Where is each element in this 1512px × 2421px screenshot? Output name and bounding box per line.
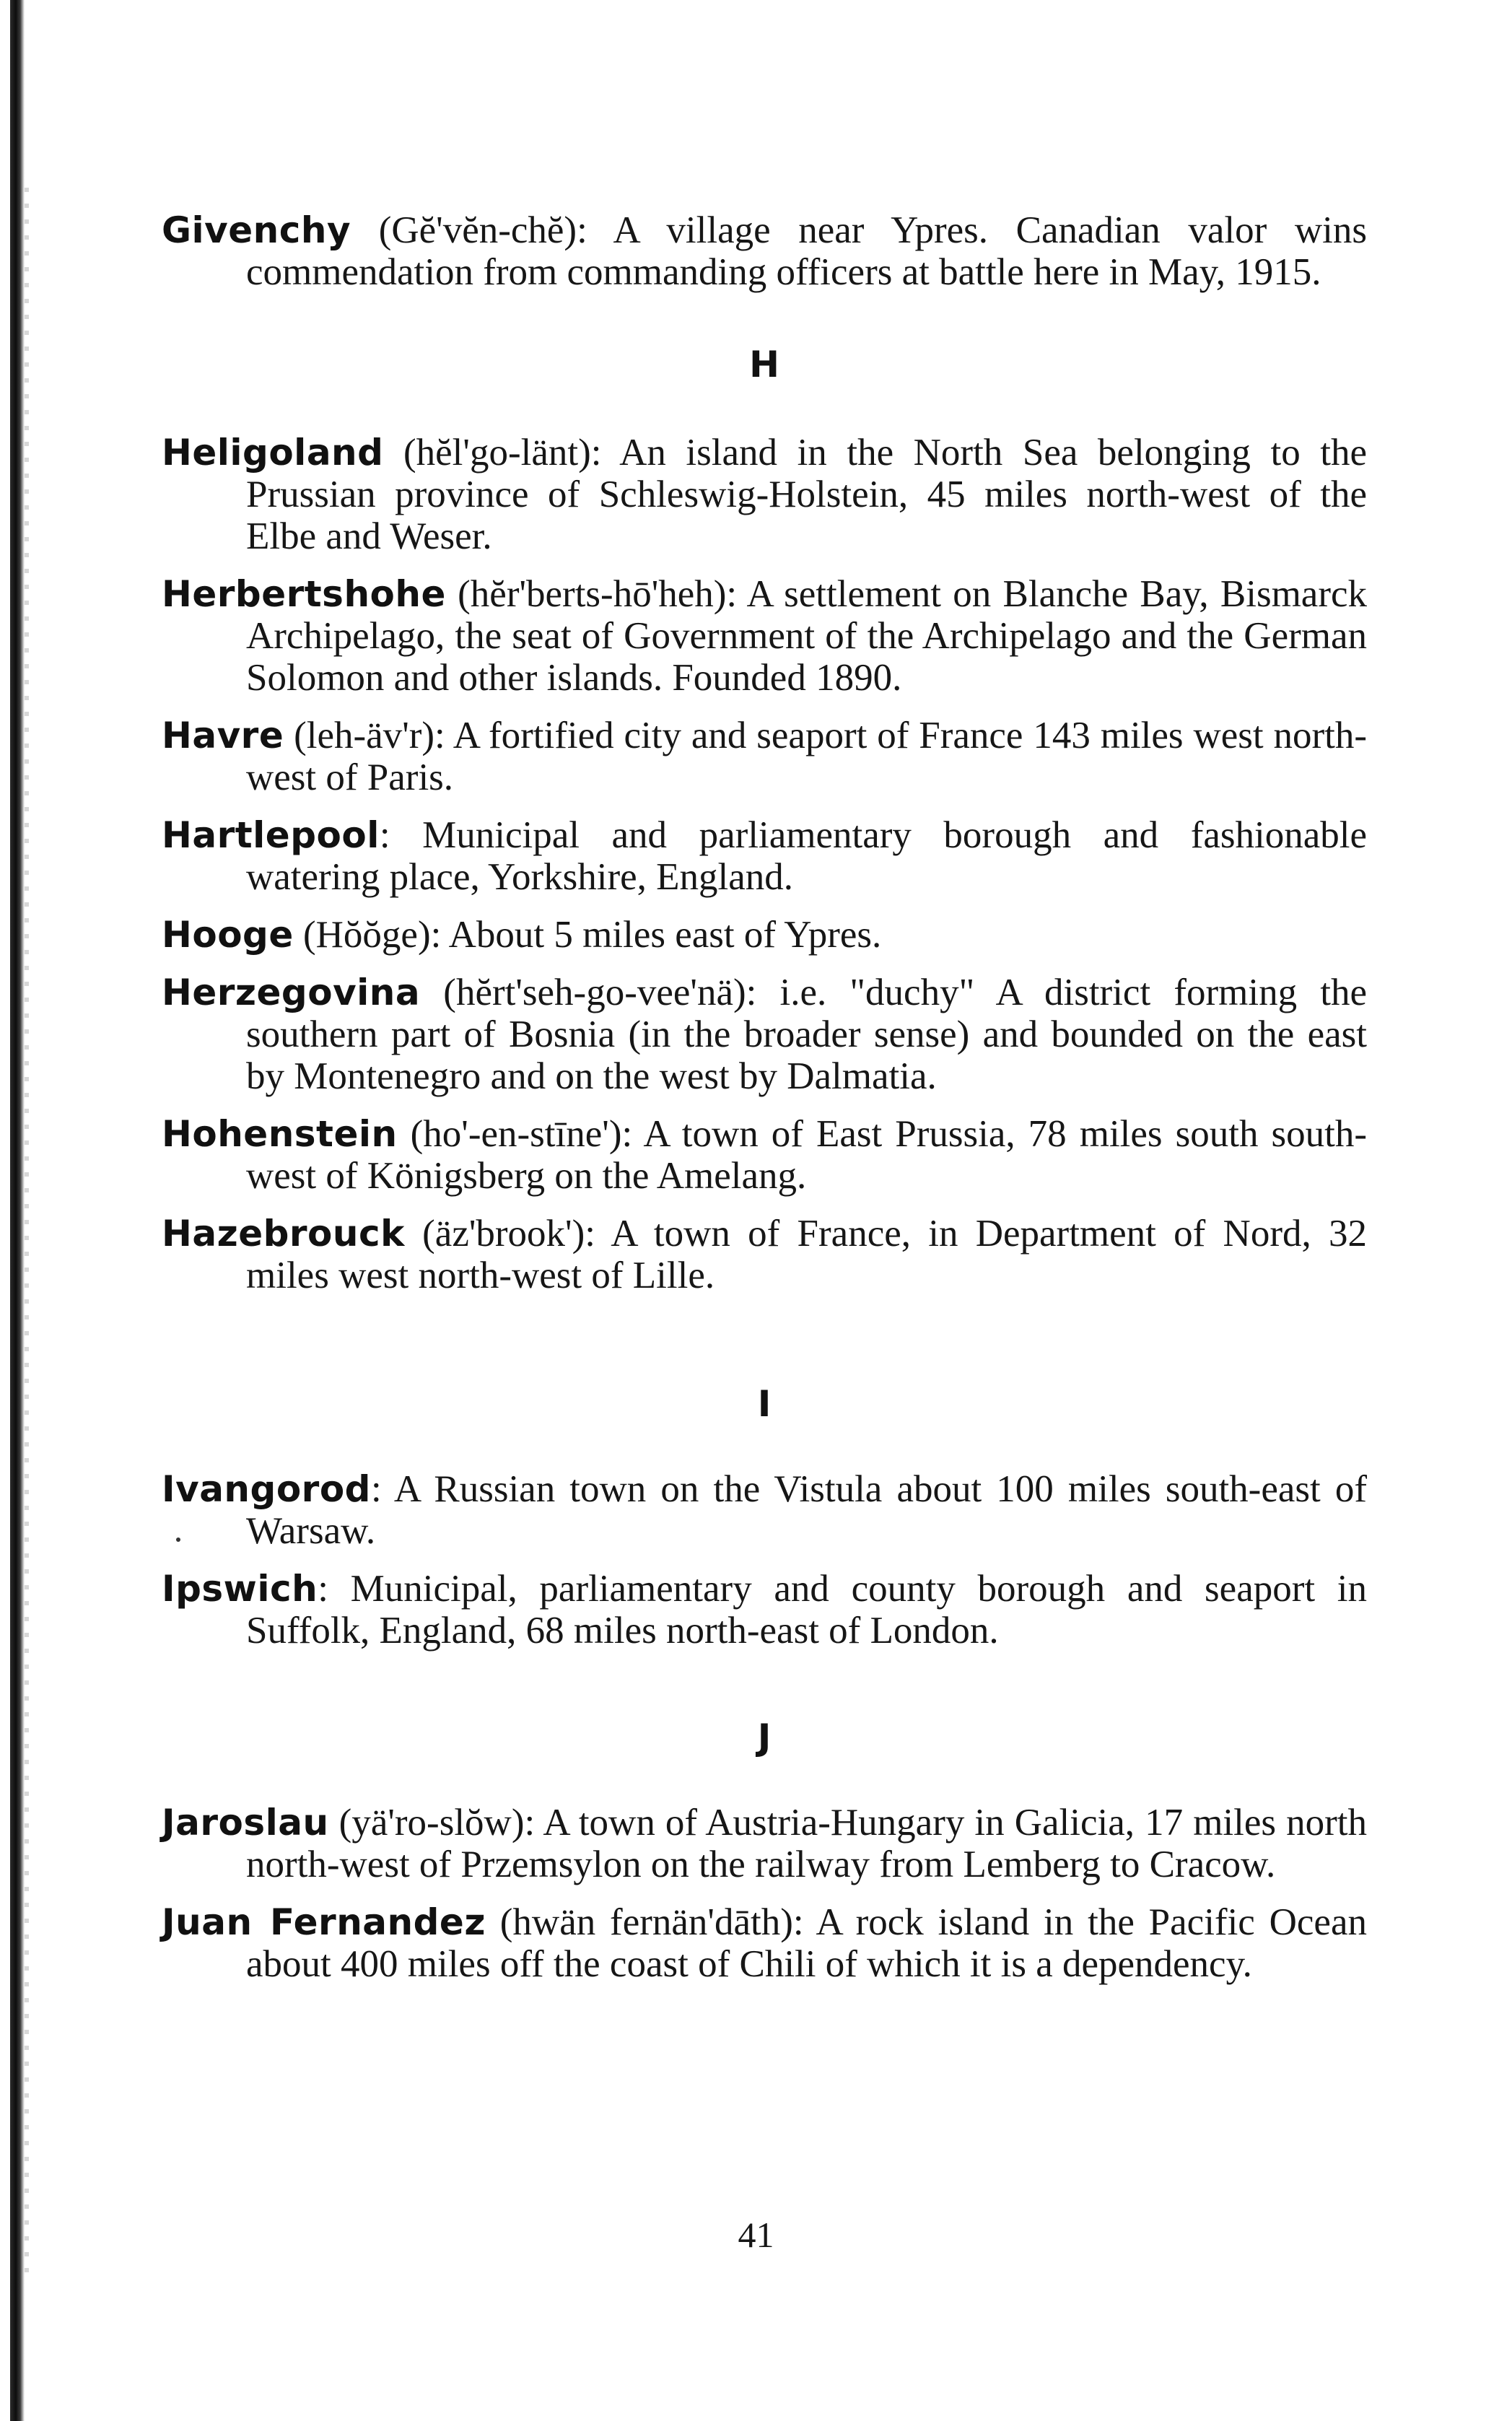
entry-headword: Jaroslau (162, 1802, 329, 1844)
section-h (162, 344, 1367, 1296)
entry-havre (162, 715, 1367, 798)
entry-hazebrouck (162, 1213, 1367, 1296)
page-number: 41 (738, 2215, 774, 2255)
section-i (162, 1383, 1367, 1652)
entry-headword: Hartlepool (162, 814, 380, 856)
entry-jaroslau (162, 1802, 1367, 1885)
entry-definition: : Municipal and parliamentary borough and fashionable watering place, Yorkshire, England. (246, 814, 1367, 898)
entry-definition: (Gĕ'vĕn-chĕ): A village near Ypres. Canadian valor wins commendation from commanding officers at battle here in May, 1915. (246, 209, 1367, 293)
gazetteer-page (162, 209, 1367, 1985)
entry-headword: Hohenstein (162, 1113, 398, 1155)
section-j (162, 1716, 1367, 1985)
entry-herzegovina (162, 972, 1367, 1097)
entry-hooge (162, 914, 1367, 956)
entry-heligoland (162, 432, 1367, 557)
entry-headword: Hooge (162, 914, 294, 956)
entry-definition: (leh-äv'r): A fortified city and seaport of France 143 miles west north-west of Paris. (246, 715, 1367, 798)
entry-definition: (äz'brook'): A town of France, in Department of Nord, 32 miles west north-west of Lille. (246, 1213, 1367, 1296)
entry-definition: (hĕr'berts-hō'heh): A settlement on Blanche Bay, Bismarck Archipelago, the seat of Government of the Archipelago and the German Solomon and other islands. Founded 1890. (246, 573, 1367, 699)
binding-shadow (25, 188, 29, 2281)
entry-headword: Hazebrouck (162, 1213, 405, 1255)
section-letter-j: J (757, 1716, 772, 1758)
entry-ipswich (162, 1568, 1367, 1652)
book-binding-edge (10, 0, 25, 2421)
entry-headword: Ivangorod (162, 1468, 371, 1510)
entry-definition: (hĕl'go-länt): An island in the North Sea belonging to the Prussian province of Schleswig-Holstein, 45 miles north-west of the Elbe and Weser. (246, 432, 1367, 557)
entry-definition: (ho'-en-stīne'): A town of East Prussia, 78 miles south south-west of Königsberg on the Amelang. (246, 1113, 1367, 1197)
entry-herbertshohe (162, 573, 1367, 699)
entry-headword: Juan Fernandez (162, 1901, 486, 1943)
entry-definition: (Hŏŏge): About 5 miles east of Ypres. (293, 914, 882, 956)
entry-headword: Heligoland (162, 432, 384, 474)
section-letter-h: H (749, 344, 779, 385)
section-letter-i: I (757, 1383, 772, 1425)
entry-definition: (hwän fernän'dāth): A rock island in the Pacific Ocean about 400 miles off the coast of Chili of which it is a dependency. (246, 1901, 1367, 1985)
entry-headword: Givenchy (162, 209, 351, 251)
entry-headword: Havre (162, 715, 284, 756)
entry-hartlepool (162, 814, 1367, 898)
entry-headword: Herzegovina (162, 972, 421, 1013)
entry-headword: Ipswich (162, 1568, 318, 1610)
entry-definition: : Municipal, parliamentary and county borough and seaport in Suffolk, England, 68 miles north-east of London. (246, 1568, 1367, 1652)
entry-definition: (yä'ro-slŏw): A town of Austria-Hungary in Galicia, 17 miles north north-west of Przemsylon on the railway from Lemberg to Cracow. (246, 1802, 1367, 1885)
entry-juan-fernandez (162, 1901, 1367, 1985)
entry-headword: Herbertshohe (162, 573, 446, 615)
entry-ivangorod (162, 1468, 1367, 1552)
entry-hohenstein (162, 1113, 1367, 1197)
entry-definition: (hĕrt'seh-go-vee'nä): i.e. "duchy" A district forming the southern part of Bosnia (in the broader sense) and bounded on the east by Montenegro and on the west by Dalmatia. (246, 972, 1367, 1097)
section-g (162, 209, 1367, 293)
entry-givenchy (162, 209, 1367, 293)
entry-definition: : A Russian town on the Vistula about 100 miles south-east of Warsaw. (246, 1468, 1367, 1552)
